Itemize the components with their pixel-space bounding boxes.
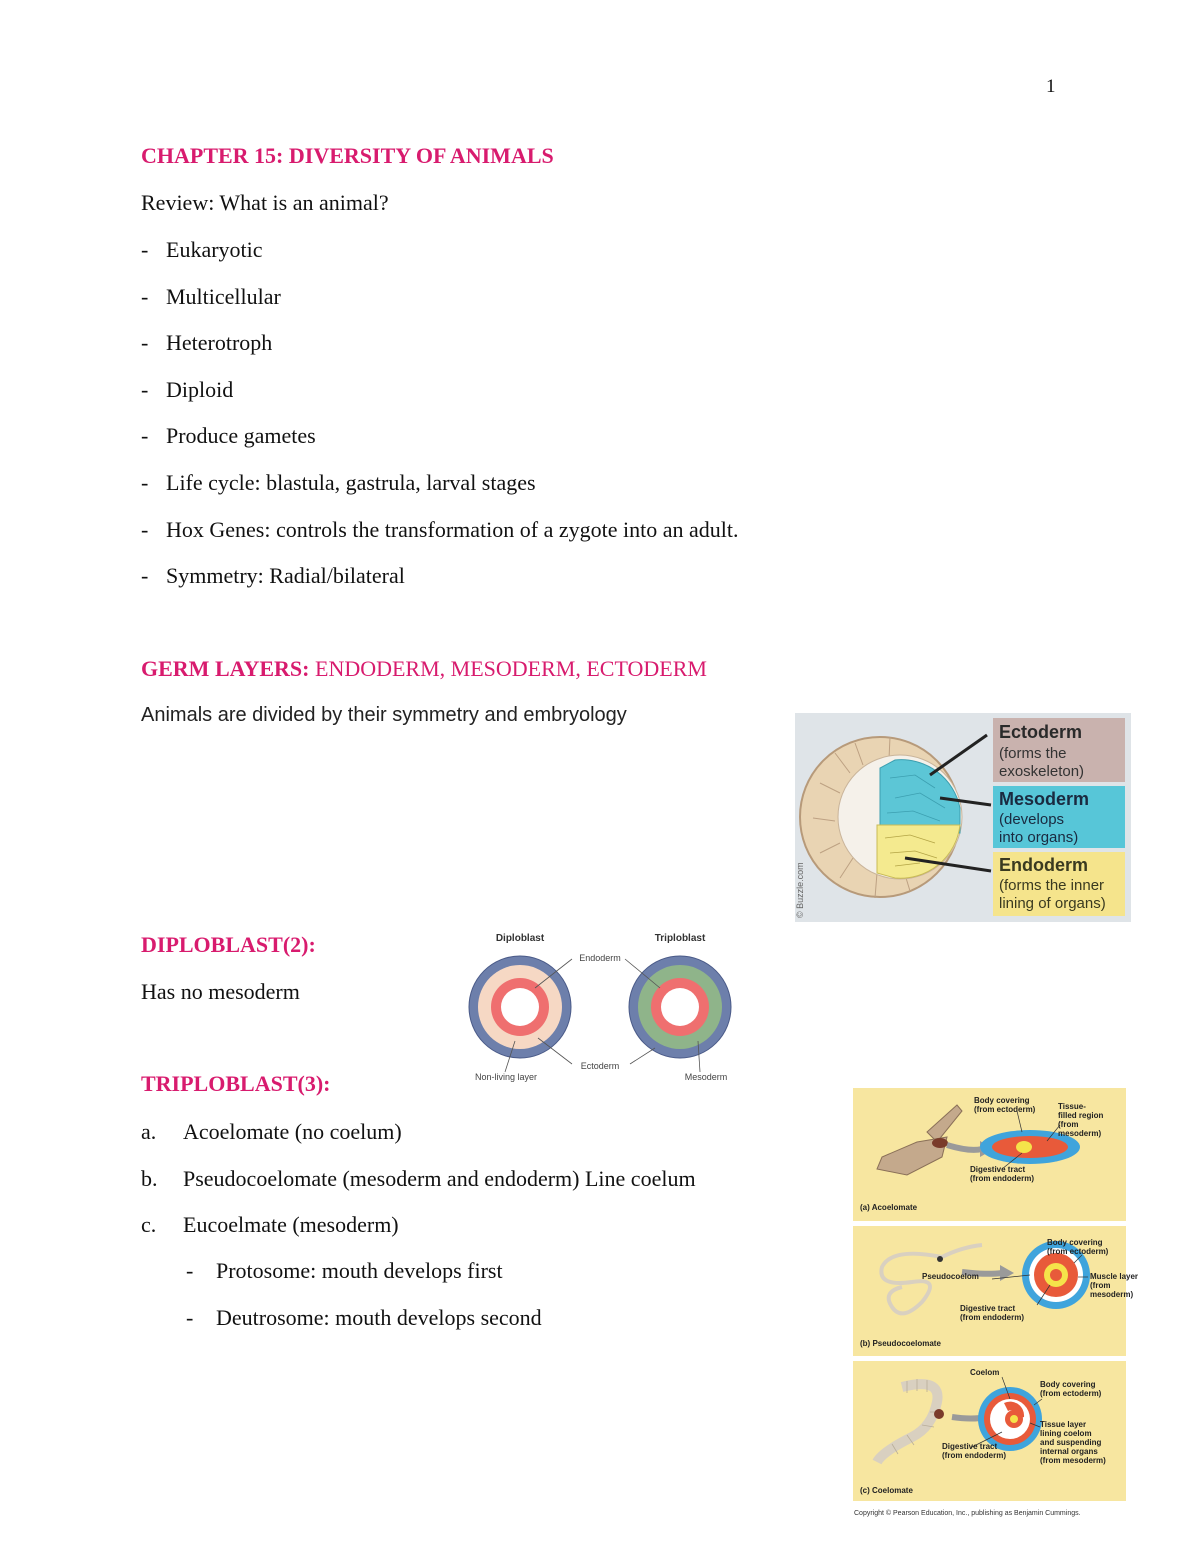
tissue-layer-label: and suspending [1040,1438,1102,1447]
tissue-region-label: (from [1058,1120,1079,1129]
endoderm-label: Endoderm [999,855,1089,875]
body-covering-label: (from ectoderm) [1047,1247,1109,1256]
germ-layers-description: Animals are divided by their symmetry and embryology [141,704,627,726]
endoderm-desc: lining of organs) [999,895,1106,912]
muscle-layer-label: (from [1090,1281,1111,1290]
ectoderm-desc: exoskeleton) [999,763,1085,780]
blast-layers-figure [460,926,750,1086]
digestive-tract-label: (from endoderm) [942,1451,1006,1460]
list-item: - Heterotroph [141,329,738,376]
list-text: Acoelomate (no coelum) [183,1119,402,1144]
copyright-text: Copyright © Pearson Education, Inc., publishing as Benjamin Cummings. [854,1510,1081,1517]
review-heading: Review: What is an animal? [141,190,389,215]
body-covering-label: Body covering [1040,1380,1096,1389]
list-item [141,1118,696,1165]
mesoderm-label: Mesoderm [684,1072,728,1082]
page-number: 1 [1046,76,1056,97]
panel-caption: (c) Coelomate [860,1486,913,1495]
list-marker: b. [141,1165,158,1191]
body-covering-label: Body covering [1047,1238,1103,1247]
tissue-region-label: Tissue- [1058,1102,1086,1111]
germ-layers-label: GERM LAYERS: [141,656,310,681]
ectoderm-desc: (forms the [999,745,1067,762]
muscle-layer-label: Muscle layer [1090,1272,1139,1281]
list-item: - Symmetry: Radial/bilateral [141,562,738,609]
mesoderm-desc: into organs) [999,829,1079,846]
animal-traits-list [141,236,738,609]
coelomate-sublist [186,1257,542,1350]
tissue-layer-label: Tissue layer [1040,1420,1087,1429]
mesoderm-label: Mesoderm [999,789,1090,809]
digestive-tract-label: (from endoderm) [970,1174,1034,1183]
coelom-figure [852,1087,1139,1519]
ectoderm-label: Ectoderm [999,722,1083,742]
coelom-label: Coelom [970,1368,1000,1377]
chapter-title: CHAPTER 15: DIVERSITY OF ANIMALS [141,143,554,168]
list-item: - Life cycle: blastula, gastrula, larval stages [141,469,738,516]
list-item [141,1165,696,1212]
diploblast-text: Has no mesoderm [141,979,300,1004]
nonliving-layer-label: Non-living layer [474,1072,538,1082]
list-marker: a. [141,1119,157,1144]
list-text: Eucoelmate (mesoderm) [183,1212,399,1238]
body-covering-label: (from ectoderm) [1040,1389,1102,1398]
diploblast-label: Diploblast [495,933,545,944]
list-text: Pseudocoelomate (mesoderm and endoderm) Line coelum [183,1165,696,1191]
endoderm-label: Endoderm [579,953,621,963]
endoderm-desc: (forms the inner [999,877,1105,894]
pseudocoelom-label: Pseudocoelom [922,1272,979,1281]
triploblast-list [141,1118,696,1258]
digestive-tract-label: Digestive tract [970,1165,1026,1174]
panel-caption: (a) Acoelomate [860,1203,918,1212]
germ-layers-figure [795,713,1131,922]
diploblast-heading: DIPLOBLAST(2): [141,932,316,957]
list-item: - Deutrosome: mouth develops second [186,1304,542,1351]
digestive-tract-label: Digestive tract [960,1304,1016,1313]
muscle-layer-label: mesoderm) [1090,1290,1134,1299]
triploblast-label: Triploblast [654,933,706,944]
list-item: - Hox Genes: controls the transformation of a zygote into an adult. [141,516,738,563]
ectoderm-label: Ectoderm [580,1061,620,1071]
figure-credit: © Buzzle.com [795,862,805,918]
digestive-tract-label: Digestive tract [942,1442,998,1451]
tissue-region-label: mesoderm) [1058,1129,1102,1138]
list-item: - Multicellular [141,283,738,330]
list-item [141,1211,696,1258]
digestive-tract-label: (from endoderm) [960,1313,1024,1322]
triploblast-heading: TRIPLOBLAST(3): [141,1071,331,1096]
list-item: - Protosome: mouth develops first [186,1257,542,1304]
germ-layers-values: ENDODERM, MESODERM, ECTODERM [315,656,707,681]
panel-caption: (b) Pseudocoelomate [860,1339,941,1348]
list-item: - Produce gametes [141,422,738,469]
body-covering-label: Body covering [974,1096,1030,1105]
tissue-region-label: filled region [1058,1111,1104,1120]
germ-layers-heading [141,656,707,682]
tissue-layer-label: lining coelom [1040,1429,1092,1438]
tissue-layer-label: (from mesoderm) [1040,1456,1106,1465]
list-item: - Diploid [141,376,738,423]
list-item: - Eukaryotic [141,236,738,283]
list-marker: c. [141,1212,157,1238]
tissue-layer-label: internal organs [1040,1447,1098,1456]
body-covering-label: (from ectoderm) [974,1105,1036,1114]
mesoderm-desc: (develops [999,811,1065,828]
